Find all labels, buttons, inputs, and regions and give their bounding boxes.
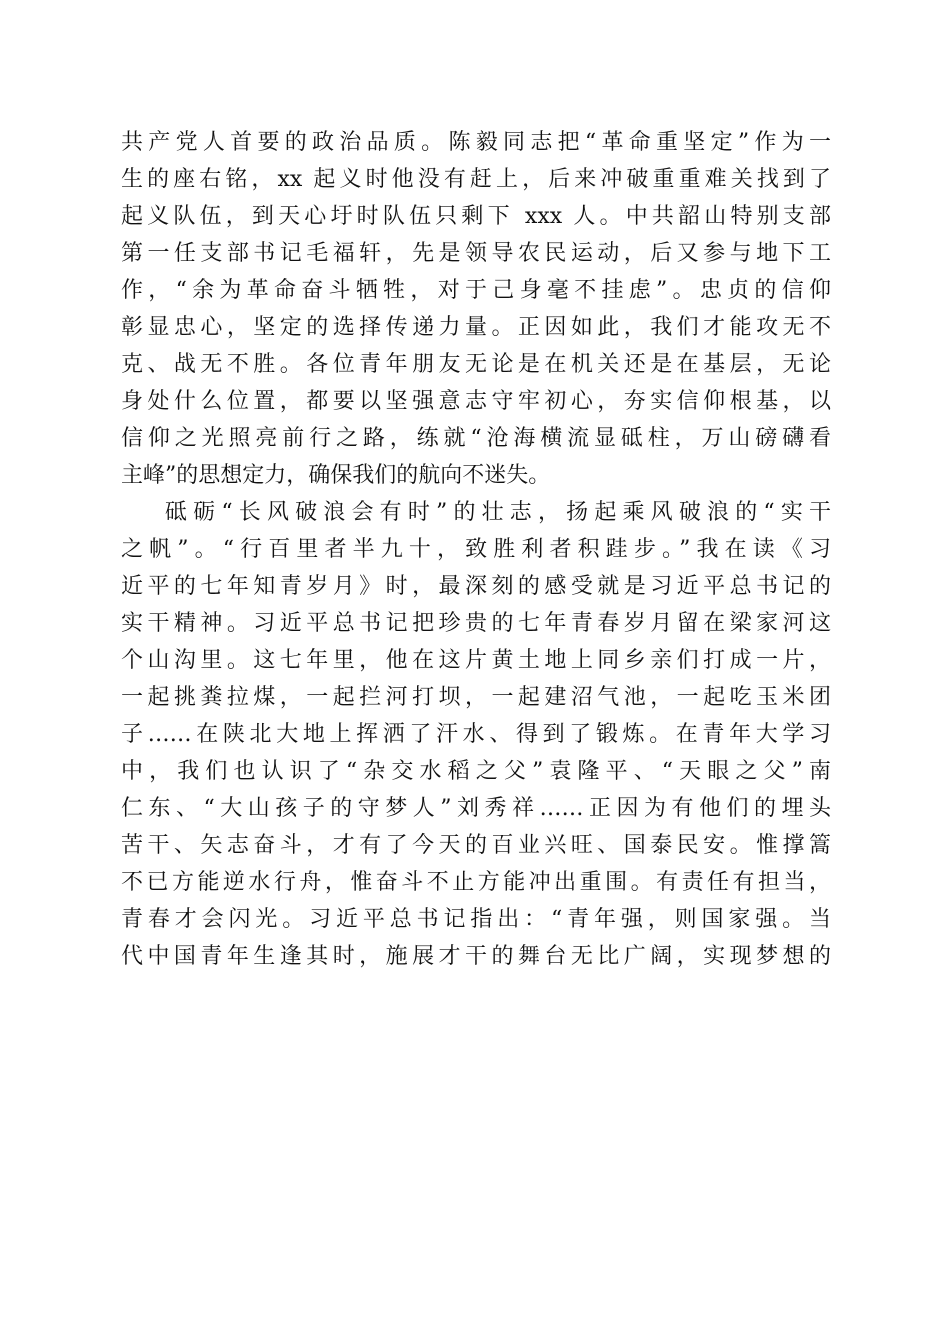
text-line: 主峰”的思想定力，确保我们的航向不迷失。 [121,463,551,488]
paragraph-1 [121,124,831,494]
body-text [121,124,831,975]
text-line: 中，我们也认识了“杂交水稻之父”袁隆平、“天眼之父”南 [121,759,831,784]
text-line: 仁东、“大山孩子的守梦人”刘秀祥……正因为有他们的埋头 [121,796,831,821]
text-line: 一起挑粪拉煤，一起拦河打坝，一起建沼气池，一起吃玉米团 [121,685,831,710]
text-line: 子……在陕北大地上挥洒了汗水、得到了锻炼。在青年大学习 [121,722,831,747]
text-line: 生的座右铭，xx 起义时他没有赶上，后来冲破重重难关找到了 [121,167,831,192]
paragraph-2 [121,494,831,975]
text-line: 砥砺“长风破浪会有时”的壮志，扬起乘风破浪的“实干 [165,500,831,525]
text-line: 之帆”。“行百里者半九十，致胜利者积跬步。”我在读《习 [121,537,831,562]
text-line: 近平的七年知青岁月》时，最深刻的感受就是习近平总书记的 [121,574,831,599]
text-line: 不已方能逆水行舟，惟奋斗不止方能冲出重围。有责任有担当， [121,870,831,895]
text-line: 信仰之光照亮前行之路，练就“沧海横流显砥柱，万山磅礴看 [121,426,831,451]
text-line: 代中国青年生逢其时，施展才干的舞台无比广阔，实现梦想的 [121,944,831,969]
text-line: 身处什么位置，都要以坚强意志守牢初心，夯实信仰根基，以 [121,389,831,414]
text-line: 苦干、矢志奋斗，才有了今天的百业兴旺、国泰民安。惟撑篙 [121,833,831,858]
text-line: 个山沟里。这七年里，他在这片黄土地上同乡亲们打成一片， [121,648,831,673]
text-line: 克、战无不胜。各位青年朋友无论是在机关还是在基层，无论 [121,352,831,377]
text-line: 彰显忠心，坚定的选择传递力量。正因如此，我们才能攻无不 [121,315,831,340]
text-line: 起义队伍，到天心圩时队伍只剩下 xxx 人。中共韶山特别支部 [121,204,831,229]
text-line: 实干精神。习近平总书记把珍贵的七年青春岁月留在梁家河这 [121,611,831,636]
text-line: 共产党人首要的政治品质。陈毅同志把“革命重坚定”作为一 [121,130,831,155]
text-line: 第一任支部书记毛福轩，先是领导农民运动，后又参与地下工 [121,241,831,266]
text-line: 青春才会闪光。习近平总书记指出：“青年强，则国家强。当 [121,907,831,932]
text-line: 作，“余为革命奋斗牺牲，对于己身毫不挂虑”。忠贞的信仰 [121,278,831,303]
